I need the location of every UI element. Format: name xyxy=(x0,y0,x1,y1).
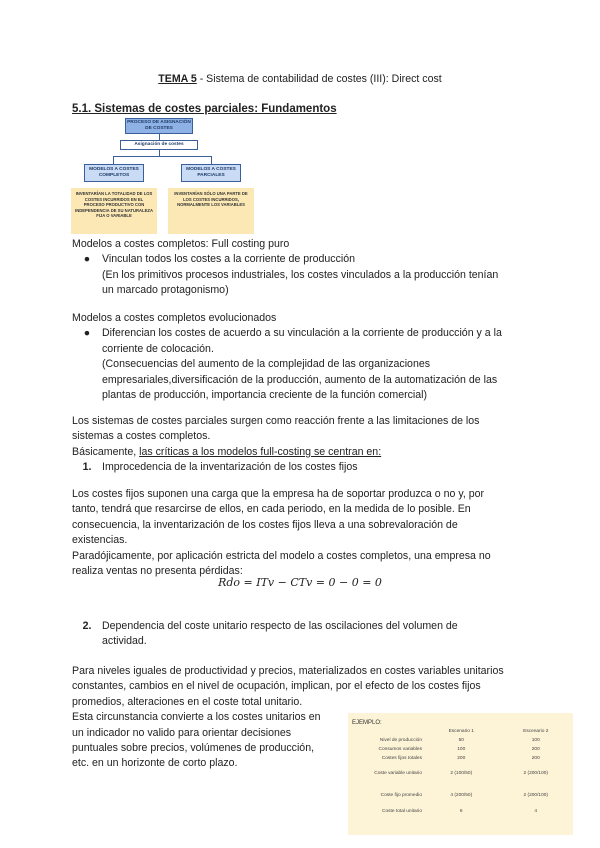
numbered-item xyxy=(72,460,532,475)
table-row xyxy=(348,736,573,745)
cell: 200 xyxy=(531,746,540,752)
text-plain: Básicamente, xyxy=(72,445,140,458)
cell: 2 (200/100) xyxy=(523,771,549,777)
item-text: Dependencia del coste unitario respecto de las oscilaciones del volumen de xyxy=(102,620,458,632)
paragraph-line: Para niveles iguales de productividad y precios, materializados en costes variables unitarios xyxy=(72,665,504,677)
example-title: EJEMPLO: xyxy=(352,720,382,726)
row-label: Coste total unitario xyxy=(382,808,422,814)
paragraph-line: etc. en un horizonte de corto plazo. xyxy=(72,757,238,770)
cell: 2 (100/50) xyxy=(450,771,473,777)
table-row xyxy=(348,754,573,763)
cell: 4 xyxy=(534,808,538,814)
list-item xyxy=(72,326,532,403)
paragraph-line xyxy=(72,445,532,460)
row-label: Consumos variables xyxy=(378,746,422,752)
diagram-connector xyxy=(113,156,114,164)
cell: 2 (200/100) xyxy=(523,793,549,799)
table-row xyxy=(348,763,573,785)
item-text: Improcedencia de la inventarización de los costes fijos xyxy=(102,461,358,474)
item-number: 2. xyxy=(82,620,92,632)
diagram-left-box: MODELOS A COSTES COMPLETOS xyxy=(84,164,144,182)
title-rest: - Sistema de contabilidad de costes (III): Direct cost xyxy=(196,73,442,85)
result-formula: Rdo = ITv − CTv = 0 − 0 = 0 xyxy=(218,576,382,589)
bullet-icon: ● xyxy=(83,327,91,340)
diagram-connector xyxy=(113,156,212,157)
evolved-section xyxy=(72,311,532,403)
example-grid xyxy=(348,727,573,816)
bullet-text: (Consecuencias del aumento de la complejidad de las organizaciones xyxy=(102,358,431,371)
paragraph-line: puntuales sobre precios, volúmenes de producción, xyxy=(72,742,315,755)
bullet-icon: ● xyxy=(83,253,91,266)
column-header: Escenario 1 xyxy=(448,728,474,734)
numbered-item xyxy=(72,619,532,650)
fixed-costs-section xyxy=(72,487,532,579)
diagram-right-box: MODELOS A COSTES PARCIALES xyxy=(181,164,241,182)
cell: 200 xyxy=(457,755,466,761)
bullet-text: Diferencian los costes de acuerdo a su vinculación a la corriente de producción y a la xyxy=(102,327,502,340)
paragraph-line: Los costes fijos suponen una carga que la empresa ha de soportar produzca o no y, por xyxy=(72,488,485,500)
paragraph-line: constantes, cambios en el nivel de ocupación, implican, por el efecto de los costes fijos xyxy=(72,680,481,693)
full-costing-section xyxy=(72,237,532,299)
column-header: Escenario 2 xyxy=(523,728,549,734)
bullet-text: un marcado protagonismo) xyxy=(102,284,229,297)
text-underlined: las críticas a los modelos full-costing se centran en: xyxy=(139,445,382,458)
cell: 6 xyxy=(459,808,463,814)
diagram-connector xyxy=(211,156,212,164)
list-item xyxy=(72,252,532,298)
item-number: 1. xyxy=(82,461,92,474)
diagram-top-box: PROCESO DE ASIGNACIÓN DE COSTES xyxy=(125,118,193,134)
item-text: actividad. xyxy=(102,635,147,648)
row-label: Coste variable unitario xyxy=(374,771,422,777)
paragraph-line: Esta circunstancia convierte a los costes unitarios en xyxy=(72,711,321,724)
cell: 100 xyxy=(457,746,466,752)
table-header-row xyxy=(348,727,573,736)
section-heading: 5.1. Sistemas de costes parciales: Fundamentos xyxy=(72,103,337,115)
row-label: Coste fijo promedio xyxy=(380,793,422,799)
partial-section xyxy=(72,414,532,476)
diagram-middle-box: Asignación de costes xyxy=(120,140,198,150)
table-row xyxy=(348,745,573,754)
diagram-right-note: INVENTARÍAN SÓLO UNA PARTE DE LOS COSTES INCURRIDOS, NORMALMENTE LOS VARIABLES xyxy=(168,188,254,234)
paragraph-line: realiza ventas no presenta pérdidas: xyxy=(72,565,243,578)
paragraph-line: promedios, alteraciones en el coste total unitario. xyxy=(72,695,303,708)
paragraph-line: sistemas a costes completos. xyxy=(72,430,211,443)
cell: 4 (200/50) xyxy=(450,793,473,799)
paragraph-line: Los sistemas de costes parciales surgen como reacción frente a las limitaciones de los xyxy=(72,415,480,427)
bullet-text: plantas de producción, importancia creciente de la función comercial) xyxy=(102,389,428,402)
row-label: Nivel de producción xyxy=(379,737,422,743)
bullet-text: Vinculan todos los costes a la corriente de producción xyxy=(102,253,356,266)
table-row xyxy=(348,785,573,807)
cell: 100 xyxy=(531,737,540,743)
paragraph-line: Paradójicamente, por aplicación estricta del modelo a costes completos, una empresa no xyxy=(72,549,491,562)
page-title xyxy=(0,72,600,87)
example-table xyxy=(348,713,573,835)
diagram-left-note: INVENTARÍAN LA TOTALIDAD DE LOS COSTES INCURRIDOS EN EL PROCESO PRODUCTIVO CON INDEPENDENCIA DE SU NATURALEZA FIJA O VARIABLE xyxy=(71,188,157,234)
bullet-text: empresariales,diversificación de la producción, aumento de la automatización de las xyxy=(102,373,498,386)
bullet-text: (En los primitivos procesos industriales, los costes vinculados a la producción tenían xyxy=(102,268,499,281)
paragraph-line: un indicador no valido para orientar decisiones xyxy=(72,726,292,739)
paragraph-line: tanto, tendrá que resarcirse de ellos, en cada periodo, en la medida de lo posible. En xyxy=(72,503,471,516)
item-2-section xyxy=(72,619,532,650)
title-bold: TEMA 5 xyxy=(158,73,197,85)
paragraph-line: consecuencia, la inventarización de los costes fijos lleva a una sobrevaloración de xyxy=(72,518,458,531)
paragraph-line: existencias. xyxy=(72,534,128,547)
cell: 200 xyxy=(531,755,540,761)
evolved-heading: Modelos a costes completos evolucionados xyxy=(72,312,277,324)
row-label: Costes fijos totales xyxy=(381,755,422,761)
cell: 50 xyxy=(458,737,464,743)
table-row xyxy=(348,807,573,816)
full-costing-heading: Modelos a costes completos: Full costing puro xyxy=(72,238,290,250)
bullet-text: corriente de colocación. xyxy=(102,342,214,355)
